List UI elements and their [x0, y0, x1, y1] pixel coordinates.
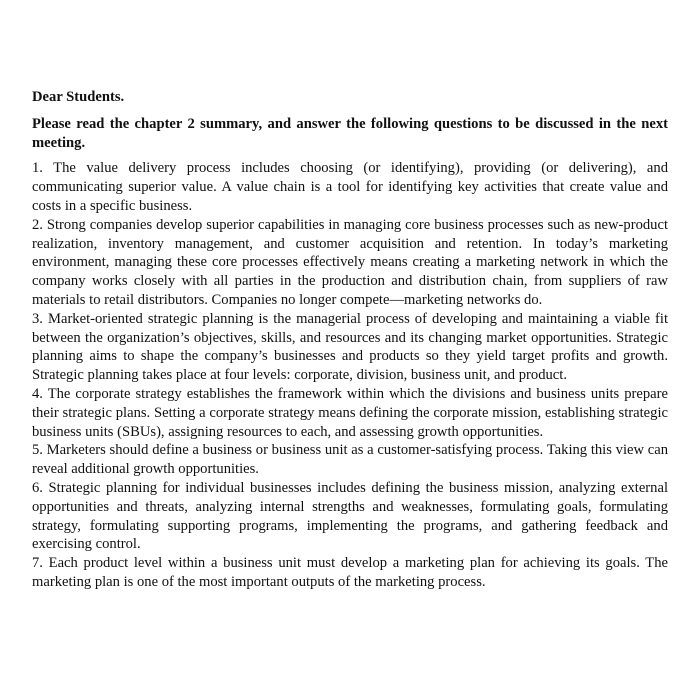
summary-points-list [32, 159, 668, 591]
instructions: Please read the chapter 2 summary, and answer the following questions to be discussed in the next meeting. [32, 115, 668, 151]
summary-point-3: 3. Market-oriented strategic planning is the managerial process of developing and maintaining a viable fit between the organization’s objectives, skills, and resources and its changing market opportunities. Strategic planning aims to shape the company’s businesses and products so they yield target profits and growth. Strategic planning takes place at four levels: corporate, division, business unit, and product. [32, 310, 668, 384]
summary-point-2: 2. Strong companies develop superior capabilities in managing core business processes such as new-product realization, inventory management, and customer acquisition and retention. In today’s marketing environment, managing these core processes effectively means creating a marketing network in which the company works closely with all parties in the production and distribution chain, from suppliers of raw materials to retail distributors. Companies no longer compete—marketing networks do. [32, 216, 668, 308]
summary-point-7: 7. Each product level within a business unit must develop a marketing plan for achieving its goals. The marketing plan is one of the most important outputs of the marketing process. [32, 555, 668, 590]
summary-point-4: 4. The corporate strategy establishes the framework within which the divisions and business units prepare their strategic plans. Setting a corporate strategy means defining the corporate mission, establishing strategic business units (SBUs), assigning resources to each, and assessing growth opportunities. [32, 385, 668, 440]
summary-point-5: 5. Marketers should define a business or business unit as a customer-satisfying process. Taking this view can reveal additional growth opportunities. [32, 442, 668, 478]
summary-point-6: 6. Strategic planning for individual businesses includes defining the business mission, analyzing external opportunities and threats, analyzing internal strengths and weaknesses, formulating goals, formulating strategy, formulating supporting programs, implementing the programs, and gathering feedback and exercising control. [32, 479, 668, 553]
summary-point-1: 1. The value delivery process includes choosing (or identifying), providing (or delivering), and communicating superior value. A value chain is a tool for identifying key activities that create value and costs in a specific business. [32, 160, 668, 214]
document-page [32, 88, 668, 592]
greeting: Dear Students. [32, 89, 125, 105]
